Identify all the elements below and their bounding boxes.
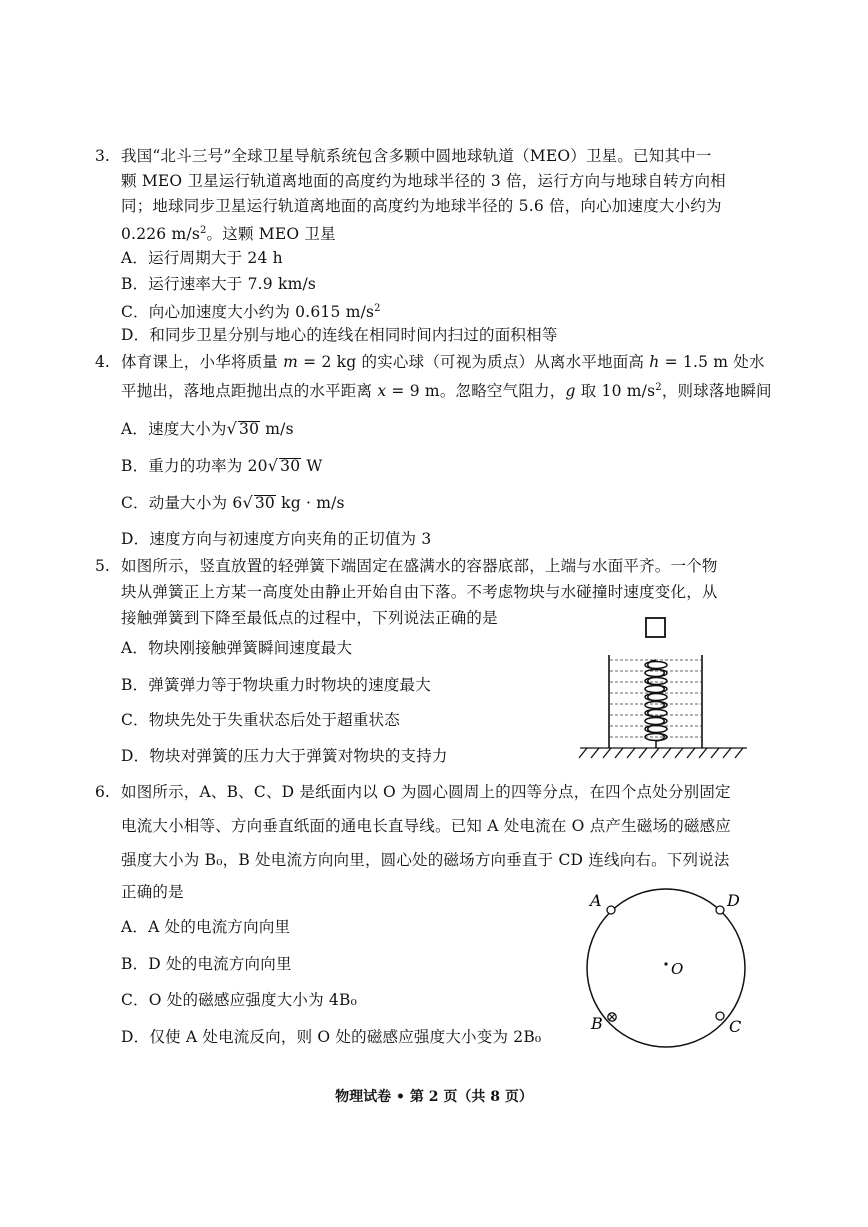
q3-stem-line2: 颗 MEO 卫星运行轨道离地面的高度约为地球半径的 3 倍，运行方向与地球自转方向相	[121, 172, 726, 190]
q6-option-d: D．仅使 A 处电流反向，则 O 处的磁感应强度大小变为 2B₀	[121, 1028, 542, 1046]
q4-option-a: A．速度大小为√ 30 m/s	[121, 419, 294, 438]
label-o: O	[671, 960, 684, 978]
q6-circle-figure	[580, 885, 755, 1040]
q3-stem-line3: 同；地球同步卫星运行轨道离地面的高度约为地球半径的 5.6 倍，向心加速度大小约为	[121, 197, 722, 215]
q4-stem-line2: 平抛出，落地点距抛出点的水平距离 x = 9 m。忽略空气阻力，g 取 10 $m/s^2$，则球落地瞬间	[121, 382, 772, 400]
q3-stem-line4: 0.226 $m/s^2$。这颗 MEO 卫星	[121, 225, 336, 243]
q5-number: 5.	[95, 557, 110, 575]
q3-option-d: D．和同步卫星分别与地心的连线在相同时间内扫过的面积相等	[121, 326, 558, 344]
q3-stem-line1: 我国“北斗三号”全球卫星导航系统包含多颗中圆地球轨道（MEO）卫星。已知其中一	[121, 147, 712, 165]
q6-stem-line4: 正确的是	[121, 883, 184, 901]
q6-stem-line1: 如图所示，A、B、C、D 是纸面内以 O 为圆心圆周上的四等分点，在四个点处分别固定	[121, 783, 731, 801]
q6-stem-line3: 强度大小为 B₀，B 处电流方向向里，圆心处的磁场方向垂直于 CD 连线向右。下列说法	[121, 851, 730, 869]
q6-option-b: B．D 处的电流方向向里	[121, 955, 292, 973]
q5-stem-line3: 接触弹簧到下降至最低点的过程中，下列说法正确的是	[121, 609, 498, 627]
label-c: C	[729, 1017, 742, 1036]
q5-option-b: B．弹簧弹力等于物块重力时物块的速度最大	[121, 676, 431, 694]
q4-option-c: C．动量大小为 6√ 30 kg · m/s	[121, 493, 345, 512]
q5-spring-figure	[575, 615, 750, 765]
falling-block	[646, 618, 665, 637]
q3-option-b: B．运行速率大于 7.9 km/s	[121, 275, 317, 293]
ground-hatching	[579, 748, 747, 758]
label-d: D	[727, 891, 740, 910]
q6-stem-line2: 电流大小相等、方向垂直纸面的通电长直导线。已知 A 处电流在 O 点产生磁场的磁感应	[121, 817, 732, 835]
wire-d	[716, 906, 724, 914]
q6-number: 6.	[95, 783, 110, 801]
q5-option-d: D．物块对弹簧的压力大于弹簧对物块的支持力	[121, 747, 448, 765]
q4-option-b: B．重力的功率为 20√ 30 W	[121, 456, 323, 475]
q6-option-c: C．O 处的磁感应强度大小为 4B₀	[121, 991, 357, 1009]
q5-option-a: A．物块刚接触弹簧瞬间速度最大	[121, 639, 353, 657]
center-point	[664, 962, 667, 965]
wire-b-into-page-icon	[608, 1013, 616, 1021]
q4-option-d: D．速度方向与初速度方向夹角的正切值为 3	[121, 530, 432, 548]
wire-c	[716, 1012, 724, 1020]
q3-number: 3.	[95, 147, 110, 165]
q4-number: 4.	[95, 353, 110, 371]
wire-a	[607, 906, 615, 914]
q5-option-c: C．物块先处于失重状态后处于超重状态	[121, 711, 400, 729]
page-footer: 物理试卷 • 第 2 页（共 8 页）	[335, 1089, 533, 1105]
q5-stem-line1: 如图所示，竖直放置的轻弹簧下端固定在盛满水的容器底部，上端与水面平齐。一个物	[121, 557, 718, 575]
label-b: B	[591, 1014, 603, 1033]
label-a: A	[590, 891, 602, 910]
q6-option-a: A．A 处的电流方向向里	[121, 918, 291, 936]
q4-stem-line1: 体育课上，小华将质量 m = 2 kg 的实心球（可视为质点）从离水平地面高 h = 1.5 m 处水	[121, 353, 765, 371]
q3-option-c: C．向心加速度大小约为 0.615 $m/s^2$	[121, 303, 381, 321]
q3-option-a: A．运行周期大于 24 h	[121, 249, 283, 267]
q5-stem-line2: 块从弹簧正上方某一高度处由静止开始自由下落。不考虑物块与水碰撞时速度变化，从	[121, 583, 718, 601]
